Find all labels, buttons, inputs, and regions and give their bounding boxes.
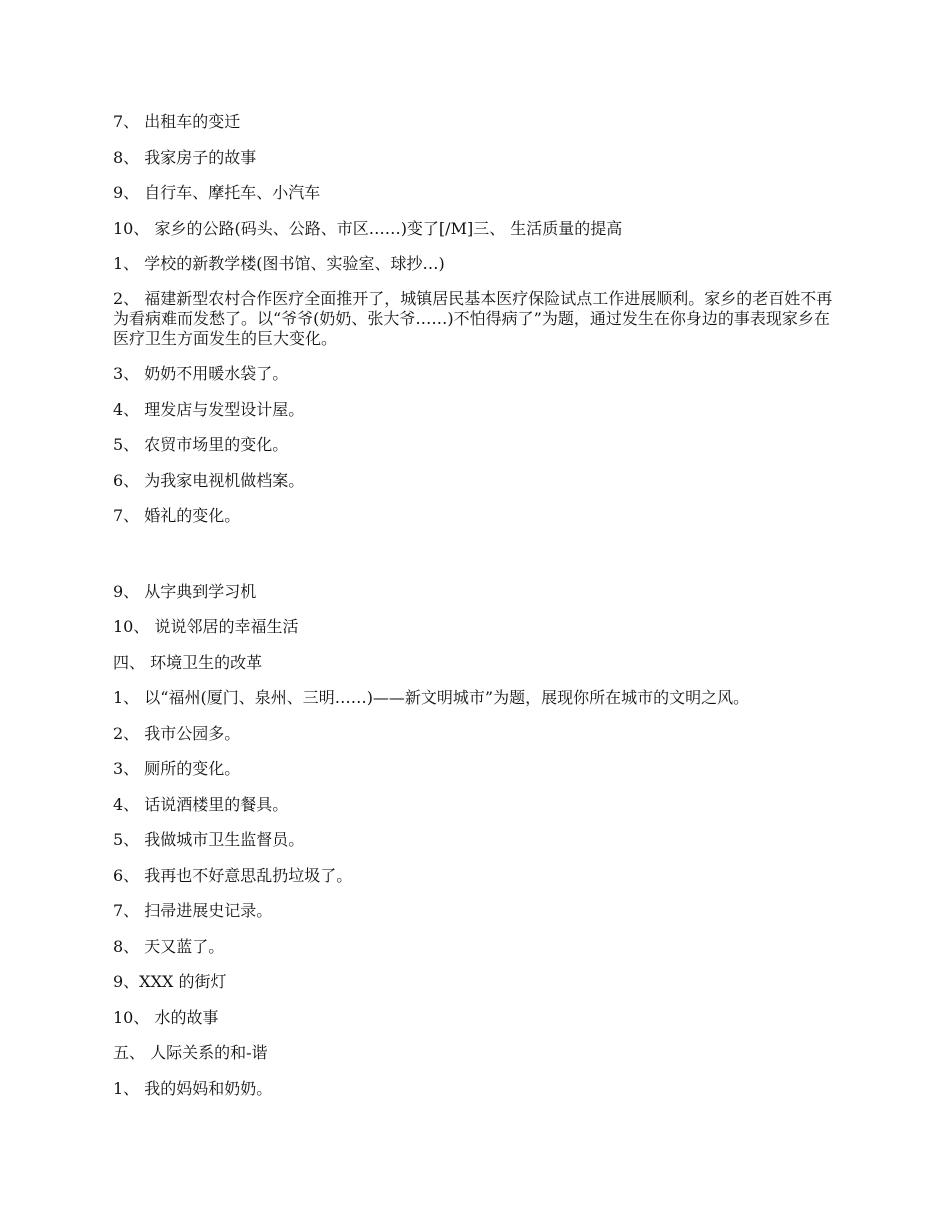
paragraph: 4、 话说酒楼里的餐具。 xyxy=(113,794,289,814)
paragraph: 6、 我再也不好意思乱扔垃圾了。 xyxy=(113,865,353,885)
paragraph: 2、 我市公园多。 xyxy=(113,723,241,743)
paragraph: 7、 婚礼的变化。 xyxy=(113,506,241,525)
paragraph: 6、 为我家电视机做档案。 xyxy=(113,470,305,490)
paragraph: 9、 自行车、摩托车、小汽车 xyxy=(113,183,321,202)
document-body xyxy=(113,111,833,1113)
paragraph: 5、 农贸市场里的变化。 xyxy=(113,435,289,454)
paragraph: 7、 出租车的变迁 xyxy=(113,112,241,131)
paragraph: 1、 以“福州(厦门、泉州、三明……)——新文明城市”为题，展现你所在城市的文明之风。 xyxy=(113,688,750,707)
paragraph: 9、 从字典到学习机 xyxy=(113,581,257,601)
paragraph: 4、 理发店与发型设计屋。 xyxy=(113,399,305,419)
paragraph: 8、 天又蓝了。 xyxy=(113,936,225,956)
paragraph: 10、 水的故事 xyxy=(113,1007,219,1027)
paragraph: 5、 我做城市卫生监督员。 xyxy=(113,830,305,849)
paragraph: 1、 我的妈妈和奶奶。 xyxy=(113,1078,273,1098)
section-heading: 五、 人际关系的和-谐 xyxy=(113,1043,268,1062)
paragraph: 10、 家乡的公路(码头、公路、市区……)变了[/M]三、 生活质量的提高 xyxy=(113,218,623,238)
section-heading: 四、 环境卫生的改革 xyxy=(113,652,263,672)
paragraph: 8、 我家房子的故事 xyxy=(113,147,257,167)
paragraph: 9、XXX 的街灯 xyxy=(113,972,227,991)
paragraph: 10、 说说邻居的幸福生活 xyxy=(113,617,299,636)
paragraph: 2、 福建新型农村合作医疗全面推开了，城镇居民基本医疗保险试点工作进展顺利。家乡的老百姓不再为看病难而发愁了。以“爷爷(奶奶、张大爷……)不怕得病了”为题，通过发生在你身边的事表现家乡在医疗卫生方面发生的巨大变化。 xyxy=(113,288,833,348)
paragraph: 3、 奶奶不用暖水袋了。 xyxy=(113,364,289,383)
paragraph: 3、 厕所的变化。 xyxy=(113,759,241,778)
blank-gap xyxy=(113,541,833,581)
paragraph: 1、 学校的新教学楼(图书馆、实验室、球抄…) xyxy=(113,254,445,273)
paragraph: 7、 扫帚进展史记录。 xyxy=(113,901,273,920)
